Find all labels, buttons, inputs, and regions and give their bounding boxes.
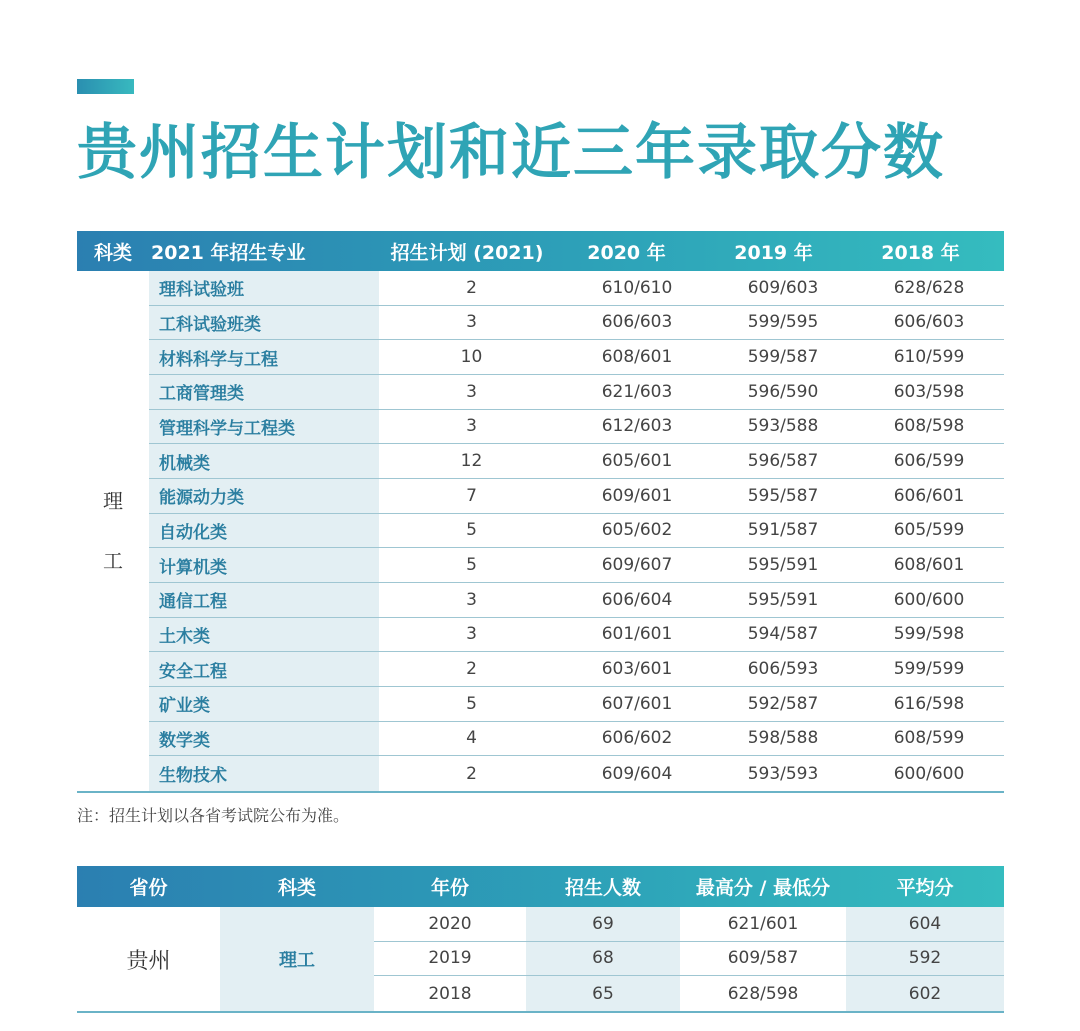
year-cell: 2018	[428, 983, 472, 1004]
table-rows	[374, 907, 1004, 1011]
page-title: 贵州招生计划和近三年录取分数	[77, 118, 945, 188]
major-cell: 材料科学与工程	[149, 340, 379, 374]
score-2020-cell: 609/607	[601, 555, 673, 576]
plan-cell: 3	[466, 312, 477, 333]
score-2019-cell: 593/593	[747, 763, 819, 784]
score-2020-cell: 610/610	[601, 277, 673, 298]
score-2019-cell: 591/587	[747, 520, 819, 541]
table-body	[77, 271, 1004, 793]
score-2018-cell: 616/598	[893, 693, 965, 714]
major-cell: 能源动力类	[149, 479, 379, 513]
plan-cell: 3	[466, 381, 477, 402]
major-cell: 计算机类	[149, 548, 379, 582]
score-cell: 609/587	[727, 948, 799, 969]
score-2020-cell: 609/601	[601, 485, 673, 506]
plan-cell: 5	[466, 520, 477, 541]
plan-cell: 2	[466, 659, 477, 680]
score-2020-cell: 612/603	[601, 416, 673, 437]
score-2018-cell: 603/598	[893, 381, 965, 402]
score-2018-cell: 606/603	[893, 312, 965, 333]
score-2018-cell: 599/598	[893, 624, 965, 645]
table-rows	[149, 271, 1004, 791]
plan-cell: 2	[466, 763, 477, 784]
table-row	[149, 306, 1004, 341]
title-accent-bar	[77, 79, 134, 94]
plan-cell: 3	[466, 589, 477, 610]
major-cell: 管理科学与工程类	[149, 410, 379, 444]
score-2019-cell: 595/591	[747, 589, 819, 610]
score-cell: 621/601	[727, 913, 799, 934]
header-plan: 招生计划 (2021)	[390, 241, 544, 264]
score-2020-cell: 609/604	[601, 763, 673, 784]
header-score: 最高分 / 最低分	[695, 877, 831, 899]
score-2019-cell: 593/588	[747, 416, 819, 437]
plan-cell: 2	[466, 277, 477, 298]
score-2018-cell: 605/599	[893, 520, 965, 541]
table-row	[374, 907, 1004, 942]
year-cell: 2020	[428, 913, 472, 934]
score-2018-cell: 608/601	[893, 555, 965, 576]
score-2020-cell: 606/602	[601, 728, 673, 749]
admission-summary-table	[77, 866, 1004, 1013]
major-cell: 矿业类	[149, 687, 379, 721]
score-2020-cell: 606/603	[601, 312, 673, 333]
count-cell: 68	[526, 942, 680, 976]
average-cell: 602	[846, 976, 1004, 1011]
score-2019-cell: 599/595	[747, 312, 819, 333]
header-category: 科类	[277, 877, 316, 899]
major-cell: 土木类	[149, 618, 379, 652]
score-2018-cell: 628/628	[893, 277, 965, 298]
score-cell: 628/598	[727, 983, 799, 1004]
major-cell: 工科试验班类	[149, 306, 379, 340]
plan-cell: 10	[460, 347, 483, 368]
table-row	[374, 976, 1004, 1011]
average-cell: 592	[846, 942, 1004, 976]
major-cell: 通信工程	[149, 583, 379, 617]
table-row	[149, 548, 1004, 583]
plan-cell: 5	[466, 693, 477, 714]
table-header	[77, 866, 1004, 907]
score-2019-cell: 594/587	[747, 624, 819, 645]
category-char: 工	[103, 549, 123, 573]
score-2018-cell: 599/599	[893, 659, 965, 680]
score-2018-cell: 606/601	[893, 485, 965, 506]
header-category: 科类	[93, 241, 132, 264]
header-2018: 2018 年	[881, 241, 960, 264]
average-cell: 604	[846, 907, 1004, 941]
plan-cell: 12	[460, 451, 483, 472]
major-cell: 自动化类	[149, 514, 379, 548]
table-row	[149, 618, 1004, 653]
header-year: 年份	[430, 877, 469, 899]
year-cell: 2019	[428, 948, 472, 969]
score-2019-cell: 596/590	[747, 381, 819, 402]
plan-cell: 5	[466, 555, 477, 576]
score-2018-cell: 610/599	[893, 347, 965, 368]
score-2020-cell: 601/601	[601, 624, 673, 645]
count-cell: 65	[526, 976, 680, 1011]
plan-cell: 7	[466, 485, 477, 506]
major-cell: 理科试验班	[149, 271, 379, 305]
score-2019-cell: 596/587	[747, 451, 819, 472]
score-2019-cell: 595/591	[747, 555, 819, 576]
table-row	[149, 444, 1004, 479]
table-row	[149, 583, 1004, 618]
score-2018-cell: 600/600	[893, 763, 965, 784]
major-cell: 数学类	[149, 722, 379, 756]
province-cell: 贵州	[126, 948, 171, 974]
plan-cell: 4	[466, 728, 477, 749]
plan-cell: 3	[466, 416, 477, 437]
table-row	[149, 687, 1004, 722]
major-cell: 工商管理类	[149, 375, 379, 409]
table-row	[149, 479, 1004, 514]
category-cell: 理工	[220, 907, 374, 1011]
table-row	[149, 375, 1004, 410]
table-row	[149, 410, 1004, 445]
category-cell	[77, 271, 149, 791]
table-header	[77, 231, 1004, 271]
major-cell: 生物技术	[149, 756, 379, 791]
score-2018-cell: 608/599	[893, 728, 965, 749]
footnote: 注：招生计划以各省考试院公布为准。	[77, 806, 350, 825]
table-row	[374, 942, 1004, 977]
header-2019: 2019 年	[734, 241, 813, 264]
score-2018-cell: 600/600	[893, 589, 965, 610]
score-2019-cell: 598/588	[747, 728, 819, 749]
header-major: 2021 年招生专业	[151, 241, 306, 264]
header-count: 招生人数	[564, 877, 641, 899]
table-row	[149, 514, 1004, 549]
table-row	[149, 271, 1004, 306]
score-2020-cell: 605/601	[601, 451, 673, 472]
major-cell: 机械类	[149, 444, 379, 478]
score-2020-cell: 608/601	[601, 347, 673, 368]
table-row	[149, 652, 1004, 687]
header-2020: 2020 年	[587, 241, 666, 264]
admission-plan-table	[77, 231, 1004, 793]
score-2020-cell: 607/601	[601, 693, 673, 714]
table-row	[149, 722, 1004, 757]
score-2019-cell: 606/593	[747, 659, 819, 680]
score-2019-cell: 592/587	[747, 693, 819, 714]
header-province: 省份	[129, 877, 168, 899]
category-char: 理	[103, 489, 123, 513]
score-2019-cell: 609/603	[747, 277, 819, 298]
score-2020-cell: 603/601	[601, 659, 673, 680]
table-body	[77, 907, 1004, 1013]
score-2019-cell: 595/587	[747, 485, 819, 506]
score-2019-cell: 599/587	[747, 347, 819, 368]
count-cell: 69	[526, 907, 680, 941]
score-2020-cell: 606/604	[601, 589, 673, 610]
score-2020-cell: 621/603	[601, 381, 673, 402]
plan-cell: 3	[466, 624, 477, 645]
table-row	[149, 340, 1004, 375]
table-row	[149, 756, 1004, 791]
major-cell: 安全工程	[149, 652, 379, 686]
score-2018-cell: 608/598	[893, 416, 965, 437]
header-average: 平均分	[896, 877, 954, 899]
score-2020-cell: 605/602	[601, 520, 673, 541]
score-2018-cell: 606/599	[893, 451, 965, 472]
